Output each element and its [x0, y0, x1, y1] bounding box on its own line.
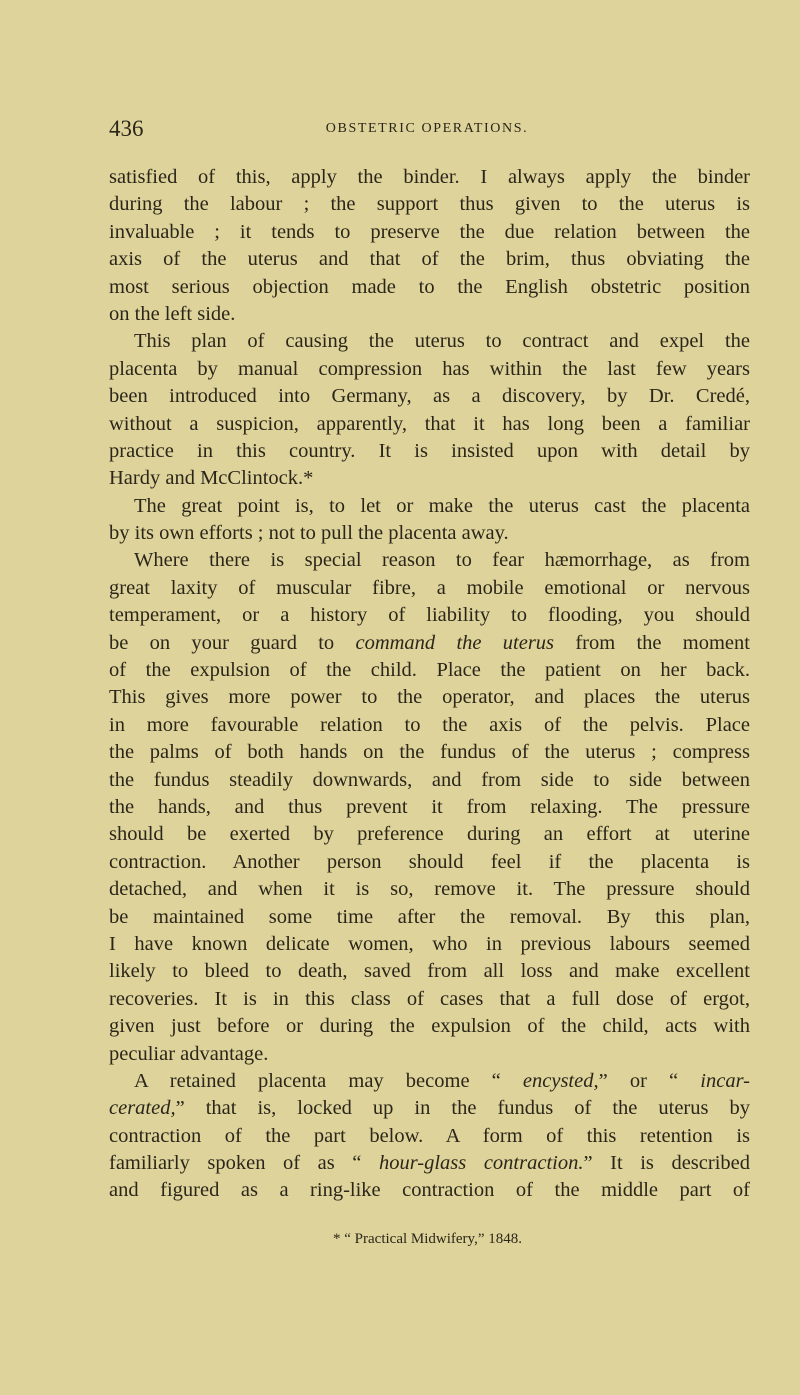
text-segment: should be exerted by preference during an effort at uterine — [109, 823, 750, 846]
text-segment: be on your guard to — [109, 631, 356, 654]
text-segment: familiarly spoken of as “ — [109, 1152, 379, 1175]
text-line — [109, 986, 750, 1013]
text-segment: the palms of both hands on the fundus of the uterus ; compress — [109, 741, 750, 764]
text-segment: during the labour ; the support thus given to the uterus is — [109, 193, 750, 216]
footnote: * “ Practical Midwifery,” 1848. — [333, 1231, 522, 1247]
text-segment: The great point is, to let or make the uterus cast the placenta — [134, 494, 750, 517]
text-segment: Hardy and McClintock.* — [109, 467, 314, 490]
text-line — [109, 219, 750, 246]
italic-text: command the uterus — [355, 631, 555, 654]
text-line — [109, 794, 750, 821]
text-line — [109, 465, 750, 492]
text-line — [109, 274, 750, 301]
text-line — [109, 301, 750, 328]
text-line — [109, 712, 750, 739]
text-segment: ” that is, locked up in the fundus of the uterus by — [175, 1097, 750, 1120]
text-line — [109, 1041, 750, 1068]
text-line — [109, 739, 750, 766]
text-line — [109, 1150, 750, 1177]
text-line — [109, 493, 750, 520]
text-line — [109, 849, 750, 876]
text-line — [109, 1013, 750, 1040]
italic-text: cerated, — [109, 1097, 176, 1120]
text-segment: placenta by manual compression has within the last few years — [109, 357, 750, 380]
text-line — [109, 547, 750, 574]
text-segment: most serious objection made to the English obstetric position — [109, 275, 750, 298]
text-segment: given just before or during the expulsion of the child, acts with — [109, 1015, 750, 1038]
text-line — [109, 1177, 750, 1204]
text-segment: of the expulsion of the child. Place the patient on her back. — [109, 659, 750, 682]
text-line — [109, 356, 750, 383]
text-segment: on the left side. — [109, 302, 236, 325]
text-line — [109, 246, 750, 273]
text-segment: contraction. Another person should feel if the placenta is — [109, 850, 750, 873]
text-segment: ” It is described — [583, 1152, 750, 1175]
text-segment: and figured as a ring-like contraction of the middle part of — [109, 1179, 750, 1202]
text-line — [109, 1068, 750, 1095]
text-line — [109, 602, 750, 629]
text-segment: recoveries. It is in this class of cases that a full dose of ergot, — [109, 987, 750, 1010]
text-line — [109, 657, 750, 684]
text-line — [109, 383, 750, 410]
text-line — [109, 821, 750, 848]
text-segment: ” or “ — [598, 1069, 701, 1092]
italic-text: incar- — [700, 1069, 750, 1092]
text-segment: been introduced into Germany, as a discovery, by Dr. Credé, — [109, 385, 750, 408]
text-segment: peculiar advantage. — [109, 1042, 269, 1065]
text-segment: from the moment — [554, 631, 750, 654]
text-segment: practice in this country. It is insisted upon with detail by — [109, 439, 750, 462]
text-segment: satisfied of this, apply the binder. I always apply the binder — [109, 166, 750, 188]
text-segment: detached, and when it is so, remove it. The pressure should — [109, 878, 750, 901]
text-segment: axis of the uterus and that of the brim, thus obviating the — [109, 248, 750, 271]
text-segment: likely to bleed to death, saved from all loss and make excellent — [109, 960, 750, 983]
text-line — [109, 1123, 750, 1150]
text-segment: in more favourable relation to the axis of the pelvis. Place — [109, 713, 750, 736]
text-line — [109, 958, 750, 985]
text-segment: I have known delicate women, who in previous labours seemed — [109, 932, 750, 955]
text-segment: A retained placenta may become “ — [134, 1069, 523, 1092]
text-line — [109, 411, 750, 438]
text-line — [109, 328, 750, 355]
body-text — [109, 164, 750, 1205]
text-segment: contraction of the part below. A form of this retention is — [109, 1124, 750, 1147]
text-segment: This gives more power to the operator, and places the uterus — [109, 686, 750, 709]
text-segment: great laxity of muscular fibre, a mobile emotional or nervous — [109, 576, 750, 599]
text-line — [109, 767, 750, 794]
text-line — [109, 904, 750, 931]
text-line — [109, 575, 750, 602]
text-segment: by its own efforts ; not to pull the placenta away. — [109, 522, 509, 545]
text-segment: the fundus steadily downwards, and from side to side between — [109, 768, 750, 791]
page-number: 436 — [109, 116, 144, 141]
italic-text: encysted, — [522, 1069, 599, 1092]
text-line — [109, 630, 750, 657]
text-segment: be maintained some time after the removal. By this plan, — [109, 905, 750, 928]
text-segment: invaluable ; it tends to preserve the due relation between the — [109, 220, 750, 243]
running-head: OBSTETRIC OPERATIONS. — [325, 121, 529, 136]
text-segment: without a suspicion, apparently, that it has long been a familiar — [109, 412, 750, 435]
text-line — [109, 684, 750, 711]
text-segment: temperament, or a history of liability to flooding, you should — [109, 604, 750, 627]
text-line — [109, 931, 750, 958]
text-line — [109, 1095, 750, 1122]
text-line — [109, 438, 750, 465]
text-line — [109, 191, 750, 218]
text-segment: the hands, and thus prevent it from relaxing. The pressure — [109, 795, 750, 818]
text-line — [109, 876, 750, 903]
text-line — [109, 520, 750, 547]
italic-text: hour-glass contraction. — [378, 1152, 584, 1175]
text-segment: This plan of causing the uterus to contract and expel the — [134, 330, 750, 353]
text-line — [109, 164, 750, 191]
text-segment: Where there is special reason to fear hæmorrhage, as from — [134, 549, 750, 572]
